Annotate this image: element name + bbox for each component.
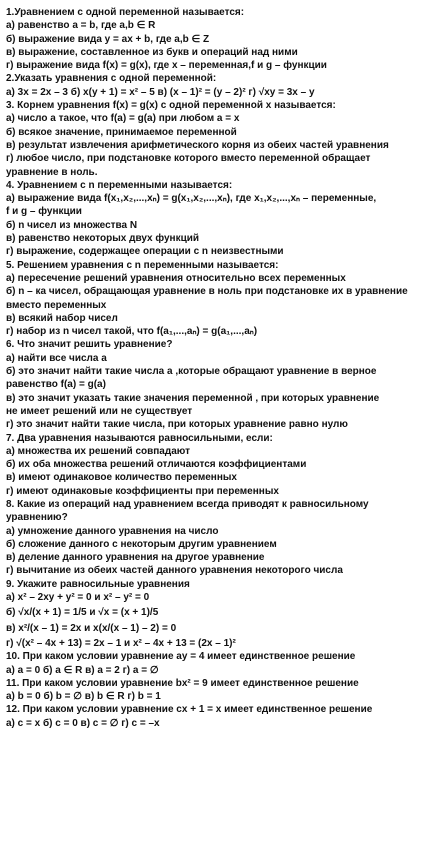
q1-option-b: б) выражение вида y = ax + b, где a,b ∈ Z (6, 33, 210, 45)
q9-option-d: г) √(x² – 4x + 13) = 2x – 1 и x² – 4x + 13 = (2x – 1)² (6, 637, 236, 649)
q6-option-b-cont: равенство f(a) = g(a) (6, 379, 106, 391)
q6-title: 6. Что значит решить уравнение? (6, 339, 173, 351)
q5-option-b-cont: вместо переменных (6, 299, 107, 311)
q3-option-b: б) всякое значение, принимаемое переменной (6, 126, 237, 138)
q9-title: 9. Укажите равносильные уравнения (6, 578, 190, 590)
q8-title: 8. Какие из операций над уравнением всегда приводят к равносильному (6, 498, 369, 510)
q5-option-b: б) n – ка чисел, обращающая уравнение в ноль при подстановке их в уравнение (6, 286, 408, 298)
q6-option-c: в) это значит указать такие значения переменной , при которых уравнение (6, 392, 380, 404)
q8-option-d: г) вычитание из обеих частей данного уравнения некоторого числа (6, 565, 343, 577)
q6-option-d: г) это значит найти такие числа, при которых уравнение равно нулю (6, 419, 348, 431)
q7-option-c: в) имеют одинаковое количество переменных (6, 472, 237, 484)
q4-option-a-cont: f и g – функции (6, 206, 82, 218)
q7-option-d: г) имеют одинаковые коэффициенты при переменных (6, 485, 279, 497)
q5-option-c: в) всякий набор чисел (6, 312, 118, 324)
q7-title: 7. Два уравнения называются равносильными, если: (6, 432, 273, 444)
q3-option-a: а) число a такое, что f(a) = g(a) при любом a = x (6, 113, 240, 125)
q3-option-c: в) результат извлечения арифметического корня из обеих частей уравнения (6, 139, 389, 151)
q6-option-a: а) найти все числа a (6, 352, 107, 364)
q2-options: а) 3x = 2x – 3 б) x(y + 1) = x² – 5 в) (x – 1)² = (y – 2)² г) √xy = 3x – y (6, 86, 315, 98)
q1-option-d: г) выражение вида f(x) = g(x), где x – переменная,f и g – функции (6, 60, 327, 72)
q1-option-c: в) выражение, составленное из букв и операций над ними (6, 46, 298, 58)
q7-option-b: б) их оба множества решений отличаются коэффициентами (6, 459, 307, 471)
q10-title: 10. При каком условии уравнение ay = 4 имеет единственное решение (6, 651, 356, 663)
q8-option-b: б) сложение данного с некоторым другим уравнением (6, 538, 277, 550)
q11-title: 11. При каком условии уравнение bx² = 9 имеет единственное решение (6, 677, 359, 689)
q3-option-d: г) любое число, при подстановке которого вместо переменной обращает (6, 153, 371, 165)
q3-option-d-cont: уравнение в ноль. (6, 166, 98, 178)
q9-option-a: а) x² – 2xy + y² = 0 и x² – y² = 0 (6, 592, 150, 604)
q4-option-b: б) n чисел из множества N (6, 219, 138, 231)
q4-option-a: а) выражение вида f(x₁,x₂,...,xₙ) = g(x₁,x₂,...,xₙ), где x₁,x₂,...,xₙ – переменные, (6, 193, 377, 205)
q6-option-b: б) это значит найти такие числа a ,которые обращают уравнение в верное (6, 366, 377, 378)
q2-title: 2.Указать уравнения с одной переменной: (6, 73, 217, 85)
q6-option-c-cont: не имеет решений или не существует (6, 405, 193, 417)
q5-title: 5. Решением уравнения с n переменными называется: (6, 259, 279, 271)
q9-option-b: б) √x/(x + 1) = 1/5 и √x = (x + 1)/5 (6, 607, 159, 619)
q1-option-a: а) равенство a = b, где a,b ∈ R (6, 20, 156, 32)
q8-option-a: а) умножение данного уравнения на число (6, 525, 219, 537)
q4-option-d: г) выражение, содержащее операции с n неизвестными (6, 246, 284, 258)
q9-option-c: в) x²/(x – 1) = 2x и x(x/(x – 1) – 2) = 0 (6, 622, 177, 634)
q1-title: 1.Уравнением с одной переменной называется: (6, 7, 245, 18)
q8-option-c: в) деление данного уравнения на другое уравнение (6, 552, 265, 564)
q7-option-a: а) множества их решений совпадают (6, 445, 190, 457)
q10-options: а) a = 0 б) a ∈ R в) a = 2 г) a = ∅ (6, 664, 159, 676)
q5-option-d: г) набор из n чисел такой, что f(a₁,...,aₙ) = g(a₁,...,aₙ) (6, 326, 258, 338)
q12-title: 12. При каком условии уравнение cx + 1 = x имеет единственное решение (6, 704, 373, 716)
q3-title: 3. Корнем уравнения f(x) = g(x) с одной переменной x называется: (6, 100, 336, 112)
q12-options: а) c = x б) c = 0 в) c = ∅ г) c = –x (6, 717, 160, 729)
q5-option-a: а) пересечение решений уравнения относительно всех переменных (6, 272, 346, 284)
q4-option-c: в) равенство некоторых двух функций (6, 233, 200, 245)
q4-title: 4. Уравнением с n переменными называется: (6, 179, 233, 191)
q8-title-cont: уравнению? (6, 512, 68, 524)
q11-options: а) b = 0 б) b = ∅ в) b ∈ R г) b = 1 (6, 691, 161, 703)
